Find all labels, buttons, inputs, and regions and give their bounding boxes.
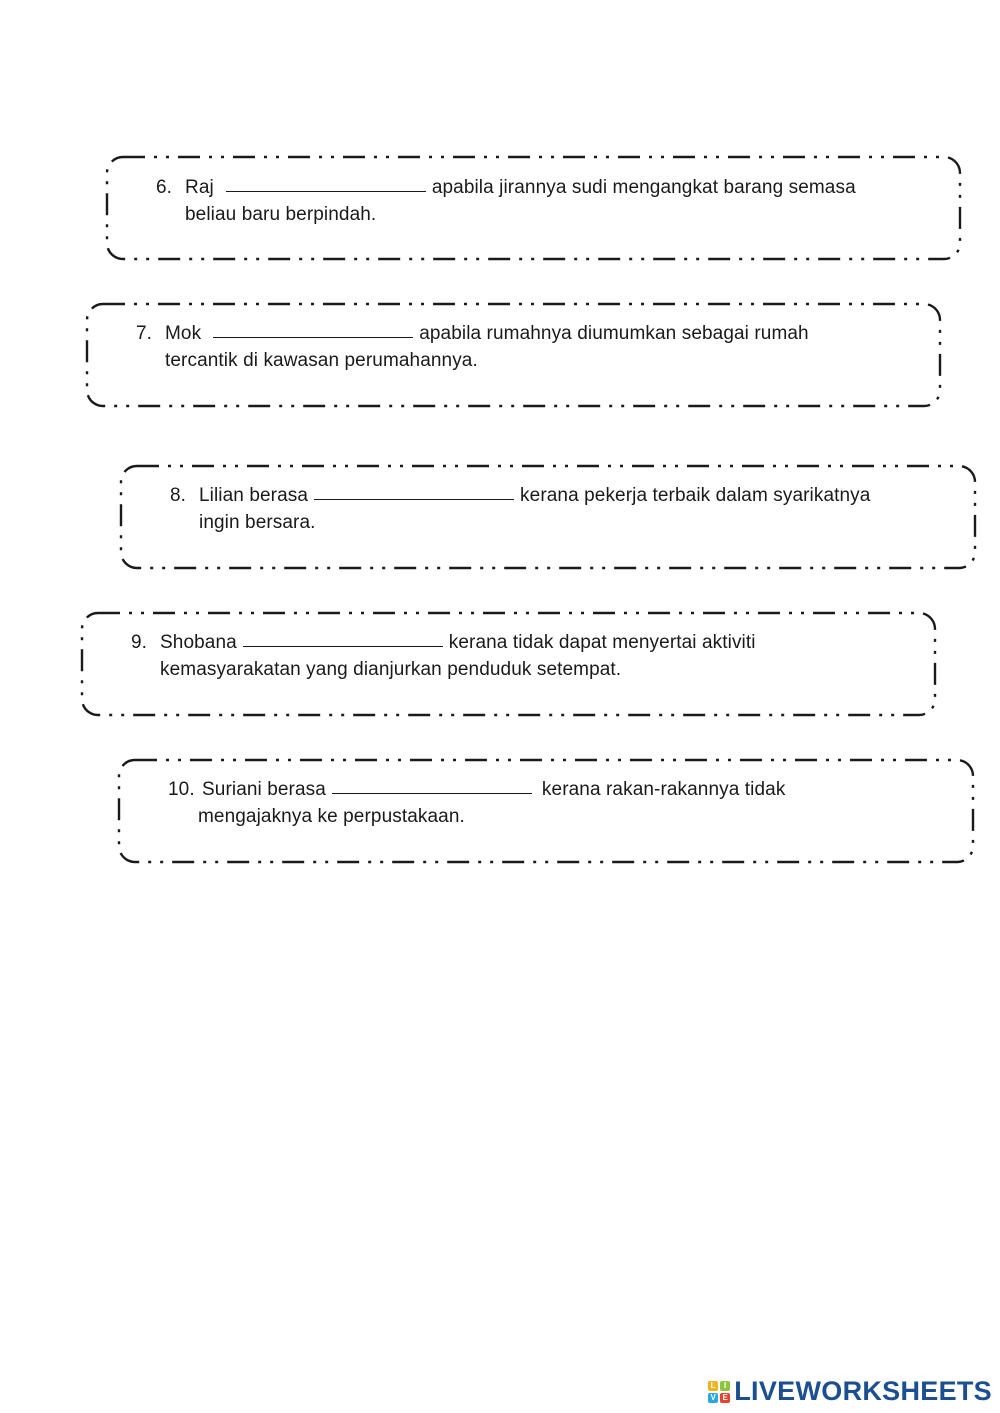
question-line-2: ingin bersara.	[199, 512, 316, 533]
answer-input[interactable]	[243, 635, 443, 652]
question-continuation: kerana tidak dapat menyertai aktiviti	[448, 632, 756, 653]
question-box-8	[119, 464, 977, 570]
question-continuation: apabila jirannya sudi mengangkat barang semasa	[431, 177, 856, 198]
question-box-9	[80, 611, 937, 717]
question-text	[168, 776, 785, 830]
question-text	[136, 320, 809, 374]
logo-mark-icon	[708, 1381, 730, 1403]
question-line-2: kemasyarakatan yang dianjurkan penduduk setempat.	[160, 659, 622, 680]
question-subject: Suriani berasa	[202, 779, 326, 800]
question-continuation: apabila rumahnya diumumkan sebagai rumah	[419, 323, 809, 344]
question-number: 6.	[156, 177, 173, 198]
liveworksheets-logo[interactable]	[708, 1376, 992, 1407]
question-text	[131, 629, 756, 683]
question-subject: Shobana	[160, 632, 237, 653]
logo-mark-letter: L	[708, 1381, 718, 1391]
question-text	[170, 482, 870, 536]
question-continuation: kerana rakan-rakannya tidak	[541, 779, 786, 800]
question-box-7	[85, 302, 942, 408]
answer-blank[interactable]	[226, 174, 426, 192]
answer-blank[interactable]	[332, 776, 532, 794]
question-box-6	[105, 155, 962, 261]
question-box-10	[117, 758, 975, 864]
answer-blank[interactable]	[243, 629, 443, 647]
answer-input[interactable]	[226, 180, 426, 197]
question-subject: Lilian berasa	[199, 485, 309, 506]
answer-input[interactable]	[332, 782, 532, 799]
answer-blank[interactable]	[213, 320, 413, 338]
logo-mark-letter: V	[708, 1393, 718, 1403]
question-text	[156, 174, 856, 228]
question-number: 7.	[136, 323, 153, 344]
question-line-2: beliau baru berpindah.	[185, 204, 377, 225]
question-line-2: tercantik di kawasan perumahannya.	[165, 350, 478, 371]
question-continuation: kerana pekerja terbaik dalam syarikatnya	[520, 485, 871, 506]
question-subject: Raj	[185, 177, 214, 198]
answer-input[interactable]	[213, 326, 413, 343]
question-number: 8.	[170, 485, 187, 506]
question-number: 9.	[131, 632, 148, 653]
logo-mark-letter: E	[720, 1393, 730, 1403]
answer-input[interactable]	[314, 488, 514, 505]
question-subject: Mok	[165, 323, 202, 344]
logo-text: LIVEWORKSHEETS	[734, 1376, 992, 1406]
answer-blank[interactable]	[314, 482, 514, 500]
question-number: 10.	[168, 779, 195, 800]
question-line-2: mengajaknya ke perpustakaan.	[198, 806, 465, 827]
logo-mark-letter: I	[720, 1381, 730, 1391]
